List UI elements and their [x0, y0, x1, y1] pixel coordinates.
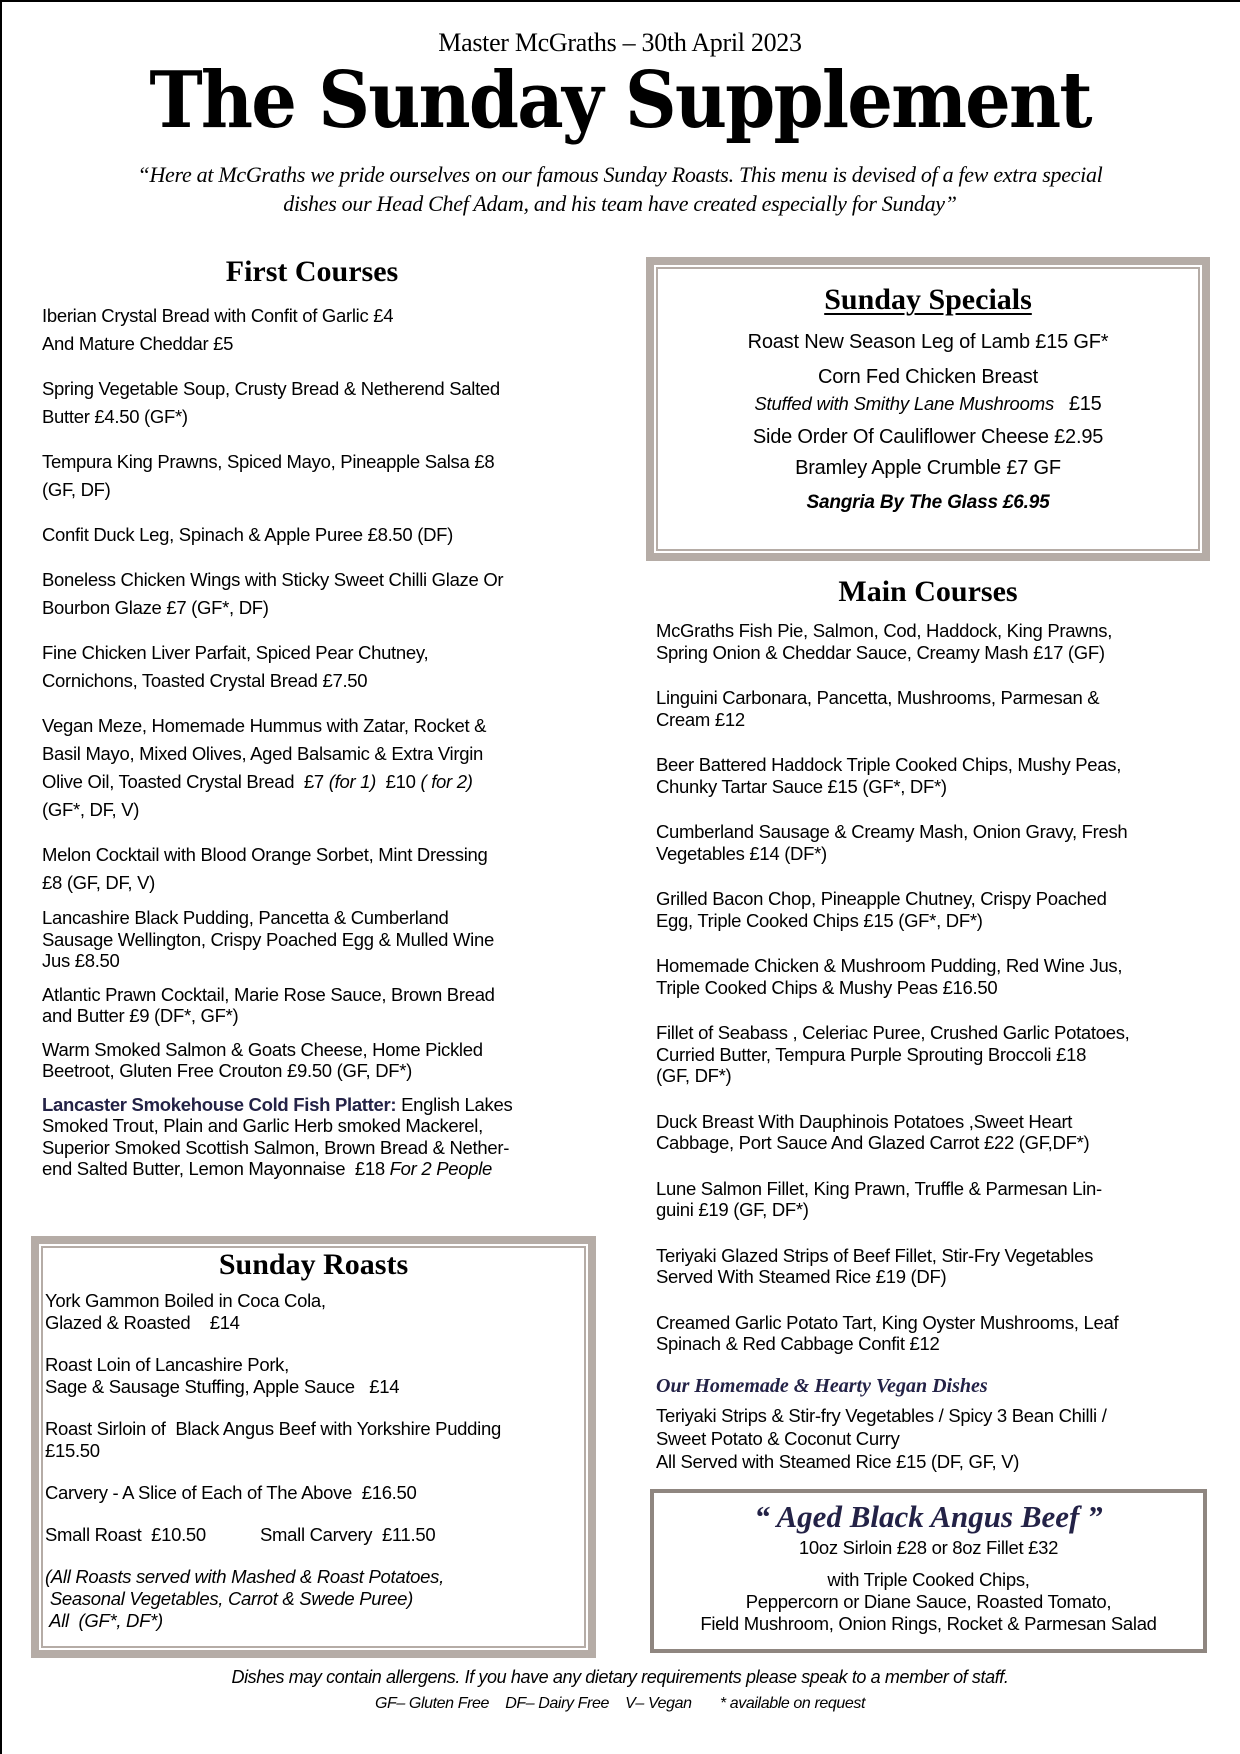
- menu-item-fish-platter: Lancaster Smokehouse Cold Fish Platter: English Lakes Smoked Trout, Plain and Garlic Herb smoked Mackerel, Superior Smoked Scottish Salmon, Brown Bread & Nether- end Salted Butter, Lemon Mayonnaise £18 For 2 People: [42, 1093, 513, 1179]
- special-item: Bramley Apple Crumble £7 GF: [795, 457, 1061, 479]
- menu-item: Homemade Chicken & Mushroom Pudding, Red Wine Jus, Triple Cooked Chips & Mushy Peas £16.50: [656, 955, 1123, 998]
- small-carvery: Small Carvery £11.50: [260, 1524, 436, 1545]
- menu-item: Lancashire Black Pudding, Pancetta & Cumberland Sausage Wellington, Crispy Poached Egg & Mulled Wine Jus £8.50: [42, 907, 494, 971]
- roasts-note: (All Roasts served with Mashed & Roast Potatoes, Seasonal Vegetables, Carrot & Swede Puree) All (GF*, DF*): [45, 1566, 444, 1631]
- venue-date-subtitle: Master McGraths – 30th April 2023: [438, 28, 802, 57]
- menu-item: Teriyaki Glazed Strips of Beef Fillet, Stir-Fry Vegetables Served With Steamed Rice £19 (DF): [656, 1244, 1094, 1287]
- aged-beef-box: [650, 1489, 1207, 1653]
- menu-item: Lune Salmon Fillet, King Prawn, Truffle & Parmesan Lin- guini £19 (GF, DF*): [656, 1177, 1102, 1220]
- intro-quote: [40, 160, 1200, 218]
- first-courses-list: [42, 302, 602, 1192]
- menu-item: Confit Duck Leg, Spinach & Apple Puree £8.50 (DF): [42, 524, 454, 545]
- menu-item: Beer Battered Haddock Triple Cooked Chips, Mushy Peas, Chunky Tartar Sauce £15 (GF*, DF*): [656, 754, 1122, 797]
- first-courses-heading: First Courses: [225, 255, 399, 288]
- menu-item: Atlantic Prawn Cocktail, Marie Rose Sauce, Brown Bread and Butter £9 (DF*, GF*): [42, 983, 495, 1026]
- special-item: Stuffed with Smithy Lane Mushrooms £15: [754, 393, 1102, 415]
- page-frame-left: [0, 0, 2, 1754]
- sunday-specials-heading: Sunday Specials: [824, 283, 1032, 316]
- intro-line: “Here at McGraths we pride ourselves on our famous Sunday Roasts. This menu is devised of a few extra special: [137, 162, 1103, 187]
- menu-item: Grilled Bacon Chop, Pineapple Chutney, Crispy Poached Egg, Triple Cooked Chips £15 (GF*, DF*): [656, 888, 1107, 931]
- menu-item-vegan: Teriyaki Strips & Stir-fry Vegetables / Spicy 3 Bean Chilli / Sweet Potato & Coconut Curry All Served with Steamed Rice £15 (DF, GF, V): [656, 1404, 1107, 1472]
- roast-item: Carvery - A Slice of Each of The Above £16.50: [45, 1482, 417, 1503]
- menu-item: Creamed Garlic Potato Tart, King Oyster Mushrooms, Leaf Spinach & Red Cabbage Confit £12: [656, 1311, 1119, 1354]
- menu-title: The Sunday Supplement: [149, 55, 1091, 146]
- menu-item: Melon Cocktail with Blood Orange Sorbet, Mint Dressing £8 (GF, DF, V): [42, 844, 488, 893]
- special-item: Corn Fed Chicken Breast: [818, 366, 1038, 388]
- sunday-roasts-heading: Sunday Roasts: [218, 1248, 409, 1281]
- menu-item: Iberian Crystal Bread with Confit of Garlic £4 And Mature Cheddar £5: [42, 305, 394, 354]
- dietary-legend: GF– Gluten Free DF– Dairy Free V– Vegan * available on request: [374, 1695, 866, 1712]
- menu-item: McGraths Fish Pie, Salmon, Cod, Haddock, King Prawns, Spring Onion & Cheddar Sauce, Creamy Mash £17 (GF): [656, 620, 1113, 663]
- special-item-sangria: Sangria By The Glass £6.95: [806, 492, 1050, 513]
- allergen-notice: Dishes may contain allergens. If you have any dietary requirements please speak to a member of staff.: [231, 1667, 1009, 1687]
- aged-beef-prices: 10oz Sirloin £28 or 8oz Fillet £32: [798, 1537, 1059, 1558]
- fish-platter-title: Lancaster Smokehouse Cold Fish Platter:: [42, 1093, 397, 1115]
- aged-beef-heading: “ Aged Black Angus Beef ”: [754, 1499, 1103, 1534]
- menu-item: Duck Breast With Dauphinois Potatoes ,Sweet Heart Cabbage, Port Sauce And Glazed Carrot £22 (GF,DF*): [656, 1110, 1090, 1153]
- menu-item: Fine Chicken Liver Parfait, Spiced Pear Chutney, Cornichons, Toasted Crystal Bread £7.50: [42, 642, 429, 691]
- aged-beef-sides: with Triple Cooked Chips, Peppercorn or Diane Sauce, Roasted Tomato, Field Mushroom, Onion Rings, Rocket & Parmesan Salad: [700, 1569, 1157, 1634]
- menu-item: Cumberland Sausage & Creamy Mash, Onion Gravy, Fresh Vegetables £14 (DF*): [656, 821, 1128, 864]
- special-item: Side Order Of Cauliflower Cheese £2.95: [752, 426, 1104, 448]
- page-frame-top: [0, 0, 1240, 2]
- menu-item: Tempura King Prawns, Spiced Mayo, Pineapple Salsa £8 (GF, DF): [42, 451, 495, 500]
- roast-item: Roast Sirloin of Black Angus Beef with Yorkshire Pudding £15.50: [45, 1418, 501, 1461]
- intro-line: dishes our Head Chef Adam, and his team have created especially for Sunday”: [283, 191, 957, 216]
- menu-item: Fillet of Seabass , Celeriac Puree, Crushed Garlic Potatoes, Curried Butter, Tempura Purple Sprouting Broccoli £18 (GF, DF*): [656, 1022, 1130, 1086]
- menu-item: Vegan Meze, Homemade Hummus with Zatar, Rocket & Basil Mayo, Mixed Olives, Aged Balsamic & Extra Virgin Olive Oil, Toasted Crystal Bread £7 (for 1) £10 ( for 2) (GF*, DF, V): [42, 715, 487, 820]
- roast-item: York Gammon Boiled in Coca Cola, Glazed & Roasted £14: [45, 1290, 326, 1333]
- menu-item: Warm Smoked Salmon & Goats Cheese, Home Pickled Beetroot, Gluten Free Crouton £9.50 (GF, DF*): [42, 1038, 483, 1081]
- special-item: Roast New Season Leg of Lamb £15 GF*: [747, 331, 1109, 353]
- small-roast-row: [45, 1524, 582, 1546]
- main-courses-list: [656, 620, 1226, 1473]
- vegan-dishes-heading: Our Homemade & Hearty Vegan Dishes: [656, 1374, 988, 1397]
- roast-item: Roast Loin of Lancashire Pork, Sage & Sausage Stuffing, Apple Sauce £14: [45, 1354, 400, 1397]
- sunday-specials-box: [646, 257, 1210, 561]
- menu-item: Linguini Carbonara, Pancetta, Mushrooms, Parmesan & Cream £12: [656, 687, 1100, 730]
- menu-item: Boneless Chicken Wings with Sticky Sweet Chilli Glaze Or Bourbon Glaze £7 (GF*, DF): [42, 569, 504, 618]
- small-roast: Small Roast £10.50: [45, 1524, 206, 1545]
- sunday-roasts-box: [31, 1236, 596, 1658]
- menu-item: Spring Vegetable Soup, Crusty Bread & Netherend Salted Butter £4.50 (GF*): [42, 378, 500, 427]
- main-courses-heading: Main Courses: [838, 575, 1018, 608]
